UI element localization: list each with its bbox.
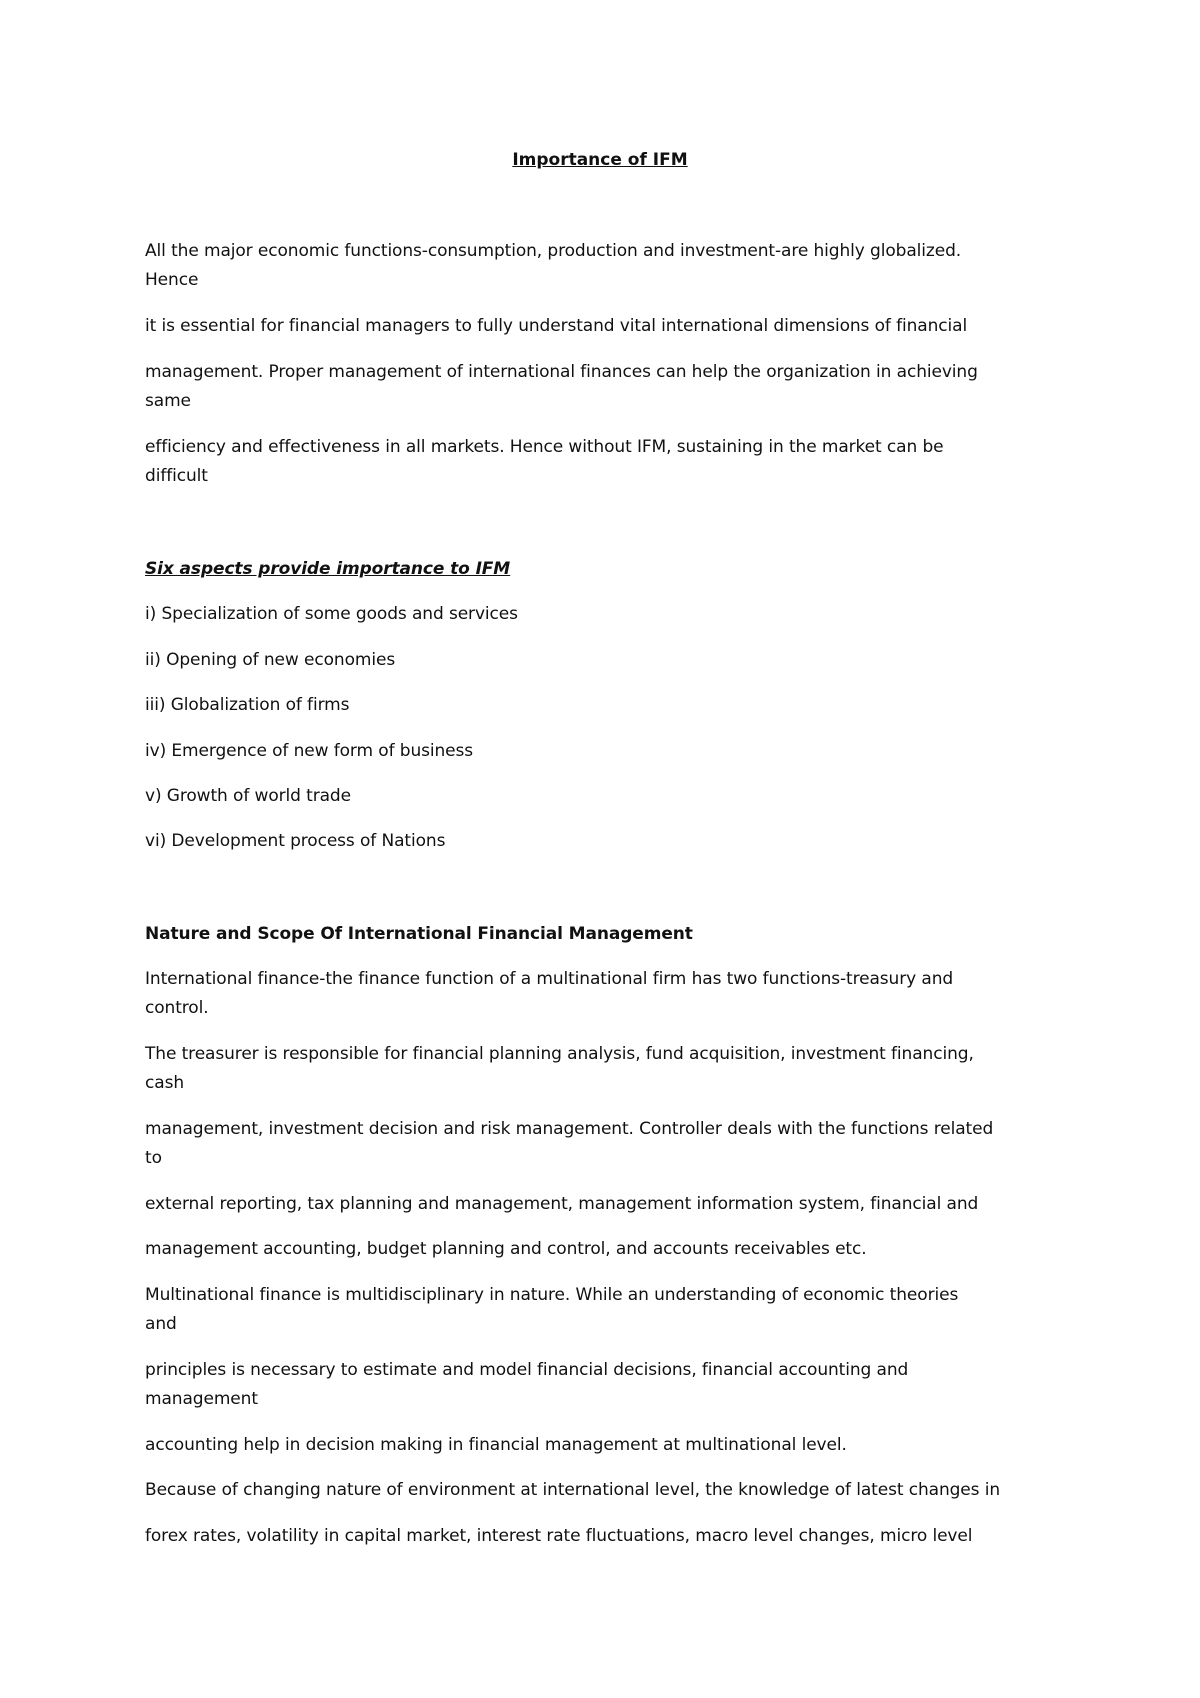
nature-line-3: The treasurer is responsible for financial planning analysis, fund acquisition, investment financing, — [145, 1044, 974, 1064]
aspect-item-6: vi) Development process of Nations — [145, 831, 446, 851]
intro-line-5: same — [145, 391, 191, 411]
intro-line-1: All the major economic functions-consumption, production and investment-are highly globalized. — [145, 241, 962, 261]
aspect-item-2: ii) Opening of new economies — [145, 650, 396, 670]
nature-line-1: International finance-the finance function of a multinational firm has two functions-treasury and — [145, 969, 954, 989]
nature-line-13: accounting help in decision making in financial management at multinational level. — [145, 1435, 847, 1455]
aspect-item-3: iii) Globalization of firms — [145, 695, 350, 715]
aspect-item-5: v) Growth of world trade — [145, 786, 351, 806]
nature-line-10: and — [145, 1314, 177, 1334]
nature-line-4: cash — [145, 1073, 184, 1093]
aspects-heading: Six aspects provide importance to IFM — [145, 559, 511, 579]
intro-line-4: management. Proper management of international finances can help the organization in achieving — [145, 362, 978, 382]
nature-line-8: management accounting, budget planning and control, and accounts receivables etc. — [145, 1239, 867, 1259]
aspect-item-1: i) Specialization of some goods and services — [145, 604, 518, 624]
nature-line-9: Multinational finance is multidisciplinary in nature. While an understanding of economic theories — [145, 1285, 959, 1305]
intro-line-3: it is essential for financial managers to fully understand vital international dimensions of financial — [145, 316, 968, 336]
nature-line-14: Because of changing nature of environment at international level, the knowledge of latest changes in — [145, 1480, 1001, 1500]
aspect-item-4: iv) Emergence of new form of business — [145, 741, 474, 761]
intro-line-7: difficult — [145, 466, 208, 486]
nature-heading: Nature and Scope Of International Financial Management — [145, 924, 693, 944]
nature-line-7: external reporting, tax planning and management, management information system, financial and — [145, 1194, 979, 1214]
nature-line-15: forex rates, volatility in capital market, interest rate fluctuations, macro level changes, micro level — [145, 1526, 973, 1546]
intro-line-2: Hence — [145, 270, 199, 290]
document-title: Importance of IFM — [512, 150, 688, 170]
nature-line-12: management — [145, 1389, 258, 1409]
nature-line-5: management, investment decision and risk management. Controller deals with the functions related — [145, 1119, 994, 1139]
nature-line-11: principles is necessary to estimate and model financial decisions, financial accounting and — [145, 1360, 909, 1380]
nature-line-2: control. — [145, 998, 209, 1018]
nature-line-6: to — [145, 1148, 162, 1168]
intro-line-6: efficiency and effectiveness in all markets. Hence without IFM, sustaining in the market can be — [145, 437, 944, 457]
